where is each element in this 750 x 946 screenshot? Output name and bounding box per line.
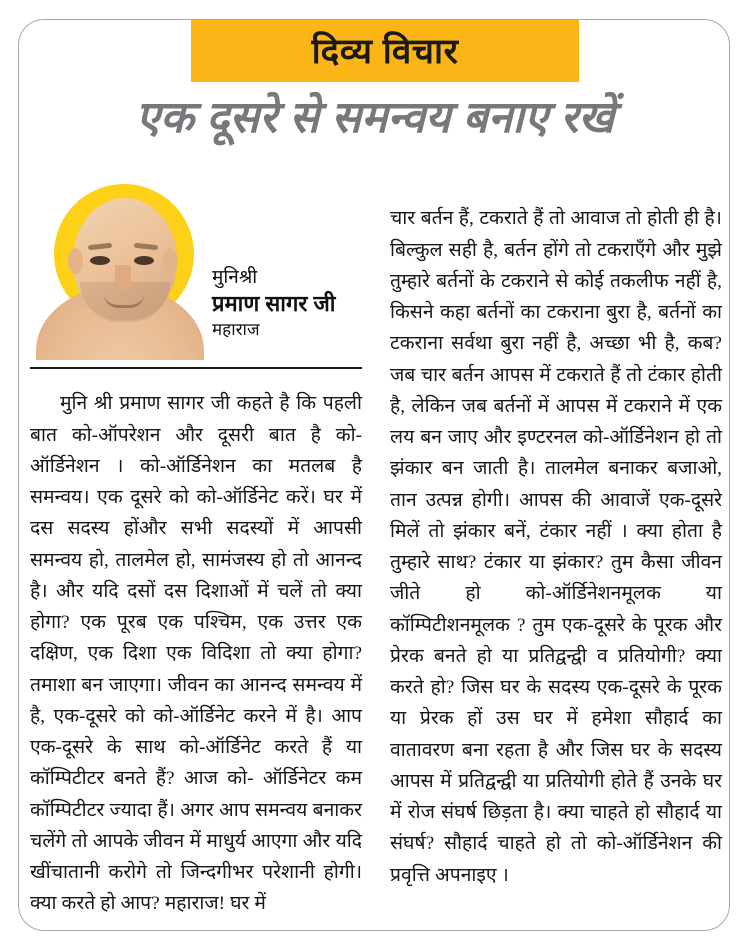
page-title (24, 92, 726, 144)
byline-divider (30, 367, 362, 369)
portrait-eye-left (90, 256, 110, 265)
portrait-ear-right (163, 248, 178, 274)
author-suffix: महाराज (212, 320, 260, 340)
portrait-eye-right (134, 256, 154, 265)
left-column (30, 182, 362, 922)
article-columns (30, 182, 722, 922)
banner-label: दिव्य विचार (311, 31, 459, 71)
portrait-nose (115, 265, 131, 290)
right-column (390, 182, 722, 922)
monk-portrait-icon (30, 182, 210, 360)
author-prefix: मुनिश्री (212, 266, 258, 288)
section-banner (191, 20, 579, 82)
article-body-right: चार बर्तन हैं, टकराते हैं तो आवाज तो होती ही है। बिल्कुल सही है, बर्तन होंगे तो टकराएँगे और मुझे तुम्हारे बर्तनों के टकराने से कोई तकलीफ नहीं है, किसने कहा बर्तनों का टकराना बुरा है, बर्तनों का टकराना सर्वथा बुरा नहीं है, अच्छा भी है, कब? जब चार बर्तन आपस में टकराते हैं तो टंकार होती है, लेकिन जब बर्तनों में आपस में टकराने में एक लय बन जाए और इण्टरनल को-ऑर्डिनेशन हो तो झंकार बन जाती है। तालमेल बनाकर बजाओ, तान उत्पन्न होगी। आपस की आवाजें एक-दूसरे मिलें तो झंकार बनें, टंकार नहीं । क्या होता है तुम्हारे साथ? टंकार या झंकार? तुम कैसा जीवन जीते हो को-ऑर्डिनेशनमूलक या कॉम्पिटीशनमूलक ? तुम एक-दूसरे के पूरक और प्रेरक बनते हो या प्रतिद्वन्द्वी व प्रतियोगी? क्या करते हो? जिस घर के सदस्य एक-दूसरे के पूरक या प्रेरक हों उस घर में हमेशा सौहार्द का वातावरण बना रहता है और जिस घर के सदस्य आपस में प्रतिद्वन्द्वी या प्रतियोगी होते हैं उनके घर में रोज संघर्ष छिड़ता है। क्या चाहते हो सौहार्द या संघर्ष? सौहार्द चाहते हो तो को-ऑर्डिनेशन की प्रवृत्ति अपनाइए । (390, 208, 722, 886)
article-body-left: मुनि श्री प्रमाण सागर जी कहते है कि पहली बात को-ऑपरेशन और दूसरी बात है को-ऑर्डिनेशन । को-ऑर्डिनेशन का मतलब है समन्वय। एक दूसरे को को-ऑर्डिनेट करें। घर में दस सदस्य होंऔर सभी सदस्यों में आपसी समन्वय हो, तालमेल हो, सामंजस्य हो तो आनन्द है। और यदि दसों दस दिशाओं में चलें तो क्या होगा? एक पूरब एक पश्चिम, एक उत्तर एक दक्षिण, एक दिशा एक विदिशा तो क्या होगा? तमाशा बन जाएगा। जीवन का आनन्द समन्वय में है, एक-दूसरे को को-ऑर्डिनेट करने में है। आप एक-दूसरे के साथ को-ऑर्डिनेट करते हैं या कॉम्पिटीटर बनते हैं? आज को- ऑर्डिनेटर कम कॉम्पिटीटर ज्यादा हैं। अगर आप समन्वय बनाकर चलेंगे तो आपके जीवन में माधुर्य आएगा और यदि खींचातानी करोगे तो जिन्दगीभर परेशानी होगी। क्या करते हो आप? महाराज! घर में (30, 393, 362, 915)
headline-text: एक दूसरे से समन्वय बनाए रखें (135, 93, 615, 142)
byline (30, 182, 362, 360)
author-name: प्रमाण सागर जी (212, 291, 336, 317)
byline-names (212, 265, 335, 360)
portrait-ear-left (68, 248, 83, 274)
avatar (30, 182, 210, 360)
